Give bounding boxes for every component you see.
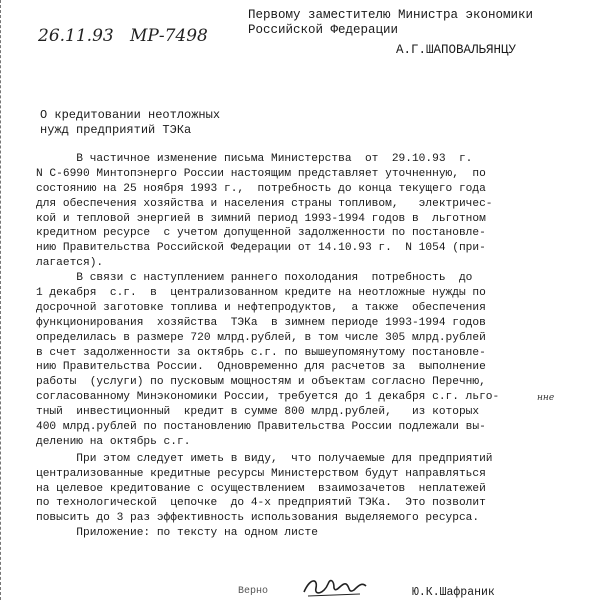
letter-body [36,152,588,541]
body-line: Приложение: по тексту на одном листе [36,527,318,540]
body-line: кредитном ресурсе с учетом допущенной задолженности по постановле- [36,227,486,240]
body-line: нию Правительства Российской Федерации от 14.10.93 г. N 1054 (при- [36,242,486,255]
body-line: N С-6990 Минтопэнерго России настоящим представляет уточненную, по [36,167,486,180]
handwritten-date: 26.11.93 [38,26,114,46]
body-line: В связи с наступлением раннего похолодания потребность до [36,272,473,285]
body-line: В частичное изменение письма Министерства от 29.10.93 г. [36,153,473,165]
body-line: тный инвестиционный кредит в сумме 800 млрд.рублей, из которых [36,406,480,419]
body-line: досрочной заготовке топлива и нефтепродуктов, а также обеспечения [36,301,486,314]
body-line: на целевое кредитование с осуществлением взаимозачетов неплатежей [36,482,486,495]
body-line: нию Правительства России. Одновременно для расчетов за выполнение [36,361,486,374]
addressee-block [248,8,533,58]
body-line: лагается). [36,257,104,270]
handwritten-reference-number: МР-7498 [130,26,208,46]
body-line: по технологической цепочке до 4-х предприятий ТЭКа. Это позволит [36,497,486,510]
body-line: 400 млрд.рублей по постановлению Правительства России подлежали вы- [36,421,486,434]
body-line: для обеспечения хозяйства и населения страны топливом, электричес- [36,197,493,210]
subject-block [40,108,220,138]
body-line: повысить до 3 раз эффективность использования выделяемого ресурса. [36,512,480,525]
body-line: централизованные кредитные ресурсы Министерством будут направляться [36,467,486,480]
signature-area [0,572,600,600]
page-edge [0,0,13,600]
signature-scribble [300,572,370,600]
signatory-name: Ю.К.Шафраник [412,586,495,599]
subject-line-2: нужд предприятий ТЭКа [40,123,192,137]
addressee-line-1: Первому заместителю Министра экономики [248,8,534,22]
body-line: функционирования хозяйства ТЭКа в зимнем периоде 1993-1994 годов [36,316,486,329]
body-line: кой и тепловой энергией в зимний период 1993-1994 годов в льготном [36,212,486,225]
certification-stamp: Верно [238,586,269,597]
body-line: согласованному Минэкономики России, требуется до 1 декабря с.г. льго- [36,391,500,404]
body-line: 1 декабря с.г. в централизованном кредите на неотложные нужды по [36,287,486,300]
handwritten-margin-note: нне [537,393,555,403]
body-line: состоянию на 25 ноября 1993 г., потребность до конца текущего года [36,182,486,195]
body-line: определилась в размере 720 млрд.рублей, в том числе 305 млрд.рублей [36,331,486,344]
body-line: в счет задолженности за октябрь с.г. по вышеупомянутому постановле- [36,346,486,359]
body-line: делению на октябрь с.г. [36,435,191,448]
body-line: При этом следует иметь в виду, что получаемые для предприятий [36,452,493,465]
addressee-name: А.Г.ШАПОВАЛЬЯНЦУ [396,43,517,57]
subject-line-1: О кредитовании неотложных [40,108,221,122]
body-line: работы (услуги) по пусковым мощностям и объектам согласно Перечню, [36,376,486,389]
addressee-line-2: Российской Федерации [248,23,399,37]
